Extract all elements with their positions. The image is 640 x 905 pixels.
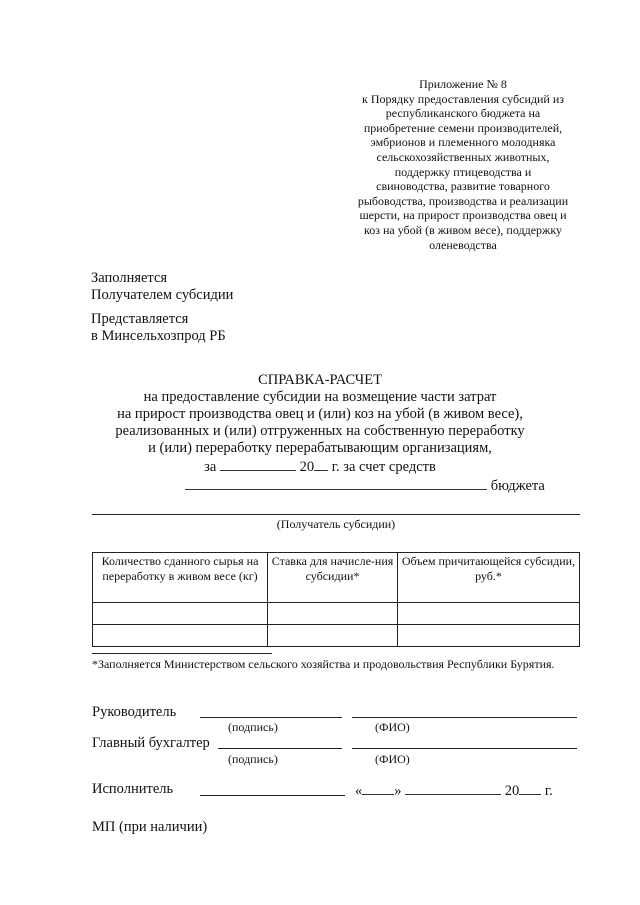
annex-line: к Порядку предоставления субсидий из xyxy=(362,91,564,106)
title-line-1: на предоставление субсидии на возмещение части затрат xyxy=(143,389,497,405)
title-line-3: реализованных и (или) отгруженных на собственную переработку xyxy=(115,423,525,439)
budget-line xyxy=(0,476,640,495)
table-cell[interactable] xyxy=(93,603,268,625)
budget-field[interactable] xyxy=(185,476,487,490)
calculation-table xyxy=(92,552,580,647)
annex-line: шерсти, на прирост производства овец и xyxy=(359,208,567,223)
table-cell[interactable] xyxy=(398,603,580,625)
title-line-2: на прирост производства овец и (или) коз на убой (в живом весе), xyxy=(117,406,523,422)
period-line xyxy=(0,457,640,476)
recipient-caption: (Получатель субсидии) xyxy=(276,517,396,531)
table-cell[interactable] xyxy=(93,625,268,647)
budget-word: бюджета xyxy=(490,478,545,494)
annex-line: Приложение № 8 xyxy=(419,77,507,91)
table-cell[interactable] xyxy=(398,625,580,647)
title-main: СПРАВКА-РАСЧЕТ xyxy=(258,372,382,388)
year-field[interactable] xyxy=(314,457,328,471)
date-year: 20 xyxy=(504,783,520,799)
filled-by-note xyxy=(91,270,233,304)
accountant-signature-field[interactable] xyxy=(218,748,342,749)
annex-line: эмбрионов и племенного молодняка xyxy=(370,135,556,150)
accountant-name-field[interactable] xyxy=(352,748,577,749)
table-header-row xyxy=(93,553,580,603)
annex-line: рыбоводства, производства и реализации xyxy=(357,193,569,208)
footnote: *Заполняется Министерством сельского хозяйства и продовольствия Республики Бурятия. xyxy=(92,657,555,671)
table-cell[interactable] xyxy=(268,625,398,647)
header-quantity: Количество сданного сырья на переработку в живом весе (кг) xyxy=(93,553,268,603)
date-open-quote: « xyxy=(355,783,363,799)
footnote-divider xyxy=(92,653,272,654)
accountant-signature-caption: (подпись) xyxy=(228,752,278,766)
accountant-label: Главный бухгалтер xyxy=(92,735,210,751)
head-signature-field[interactable] xyxy=(200,717,342,718)
date-year-field[interactable] xyxy=(519,781,541,795)
head-signature-caption: (подпись) xyxy=(228,720,278,734)
date-suffix: г. xyxy=(544,783,553,799)
recipient-field[interactable] xyxy=(92,514,580,515)
title-line-4: и (или) переработку перерабатывающим организациям, xyxy=(148,440,492,456)
submitted-to-note xyxy=(91,311,226,345)
period-prefix: за xyxy=(204,459,217,475)
date-month-field[interactable] xyxy=(405,781,501,795)
annex-line: сельскохозяйственных животных, xyxy=(376,149,550,164)
seal-label: МП (при наличии) xyxy=(92,819,208,835)
table-cell[interactable] xyxy=(268,603,398,625)
accountant-name-caption: (ФИО) xyxy=(375,752,410,766)
filled-by-line-1: Заполняется xyxy=(91,270,168,286)
date-block xyxy=(355,781,553,800)
annex-line: свиноводства, развитие товарного xyxy=(376,179,550,194)
head-label: Руководитель xyxy=(92,704,177,720)
document-title xyxy=(0,372,640,495)
executor-label: Исполнитель xyxy=(92,781,174,797)
annex-line: республиканского бюджета на xyxy=(385,106,541,121)
head-name-field[interactable] xyxy=(352,717,577,718)
table-row xyxy=(93,603,580,625)
period-suffix: г. за счет средств xyxy=(331,459,436,475)
executor-field[interactable] xyxy=(200,795,345,796)
date-close-quote: » xyxy=(394,783,402,799)
annex-line: приобретение семени производителей, xyxy=(363,120,563,135)
period-field[interactable] xyxy=(220,457,296,471)
annex-line: оленеводства xyxy=(429,237,497,252)
date-day-field[interactable] xyxy=(362,781,394,795)
header-subsidy: Объем причитающейся субсидии, руб.* xyxy=(398,553,580,603)
annex-line: поддержку птицеводства и xyxy=(394,164,532,179)
filled-by-line-2: Получателем субсидии xyxy=(91,287,234,303)
annex-line: коз на убой (в живом весе), поддержку xyxy=(364,222,562,237)
period-year: 20 xyxy=(299,459,315,475)
table-row xyxy=(93,625,580,647)
annex-header xyxy=(340,77,586,252)
submitted-line-2: в Минсельхозпрод РБ xyxy=(91,328,226,344)
header-rate: Ставка для начисле-ния субсидии* xyxy=(268,553,398,603)
head-name-caption: (ФИО) xyxy=(375,720,410,734)
submitted-line-1: Представляется xyxy=(91,311,189,327)
